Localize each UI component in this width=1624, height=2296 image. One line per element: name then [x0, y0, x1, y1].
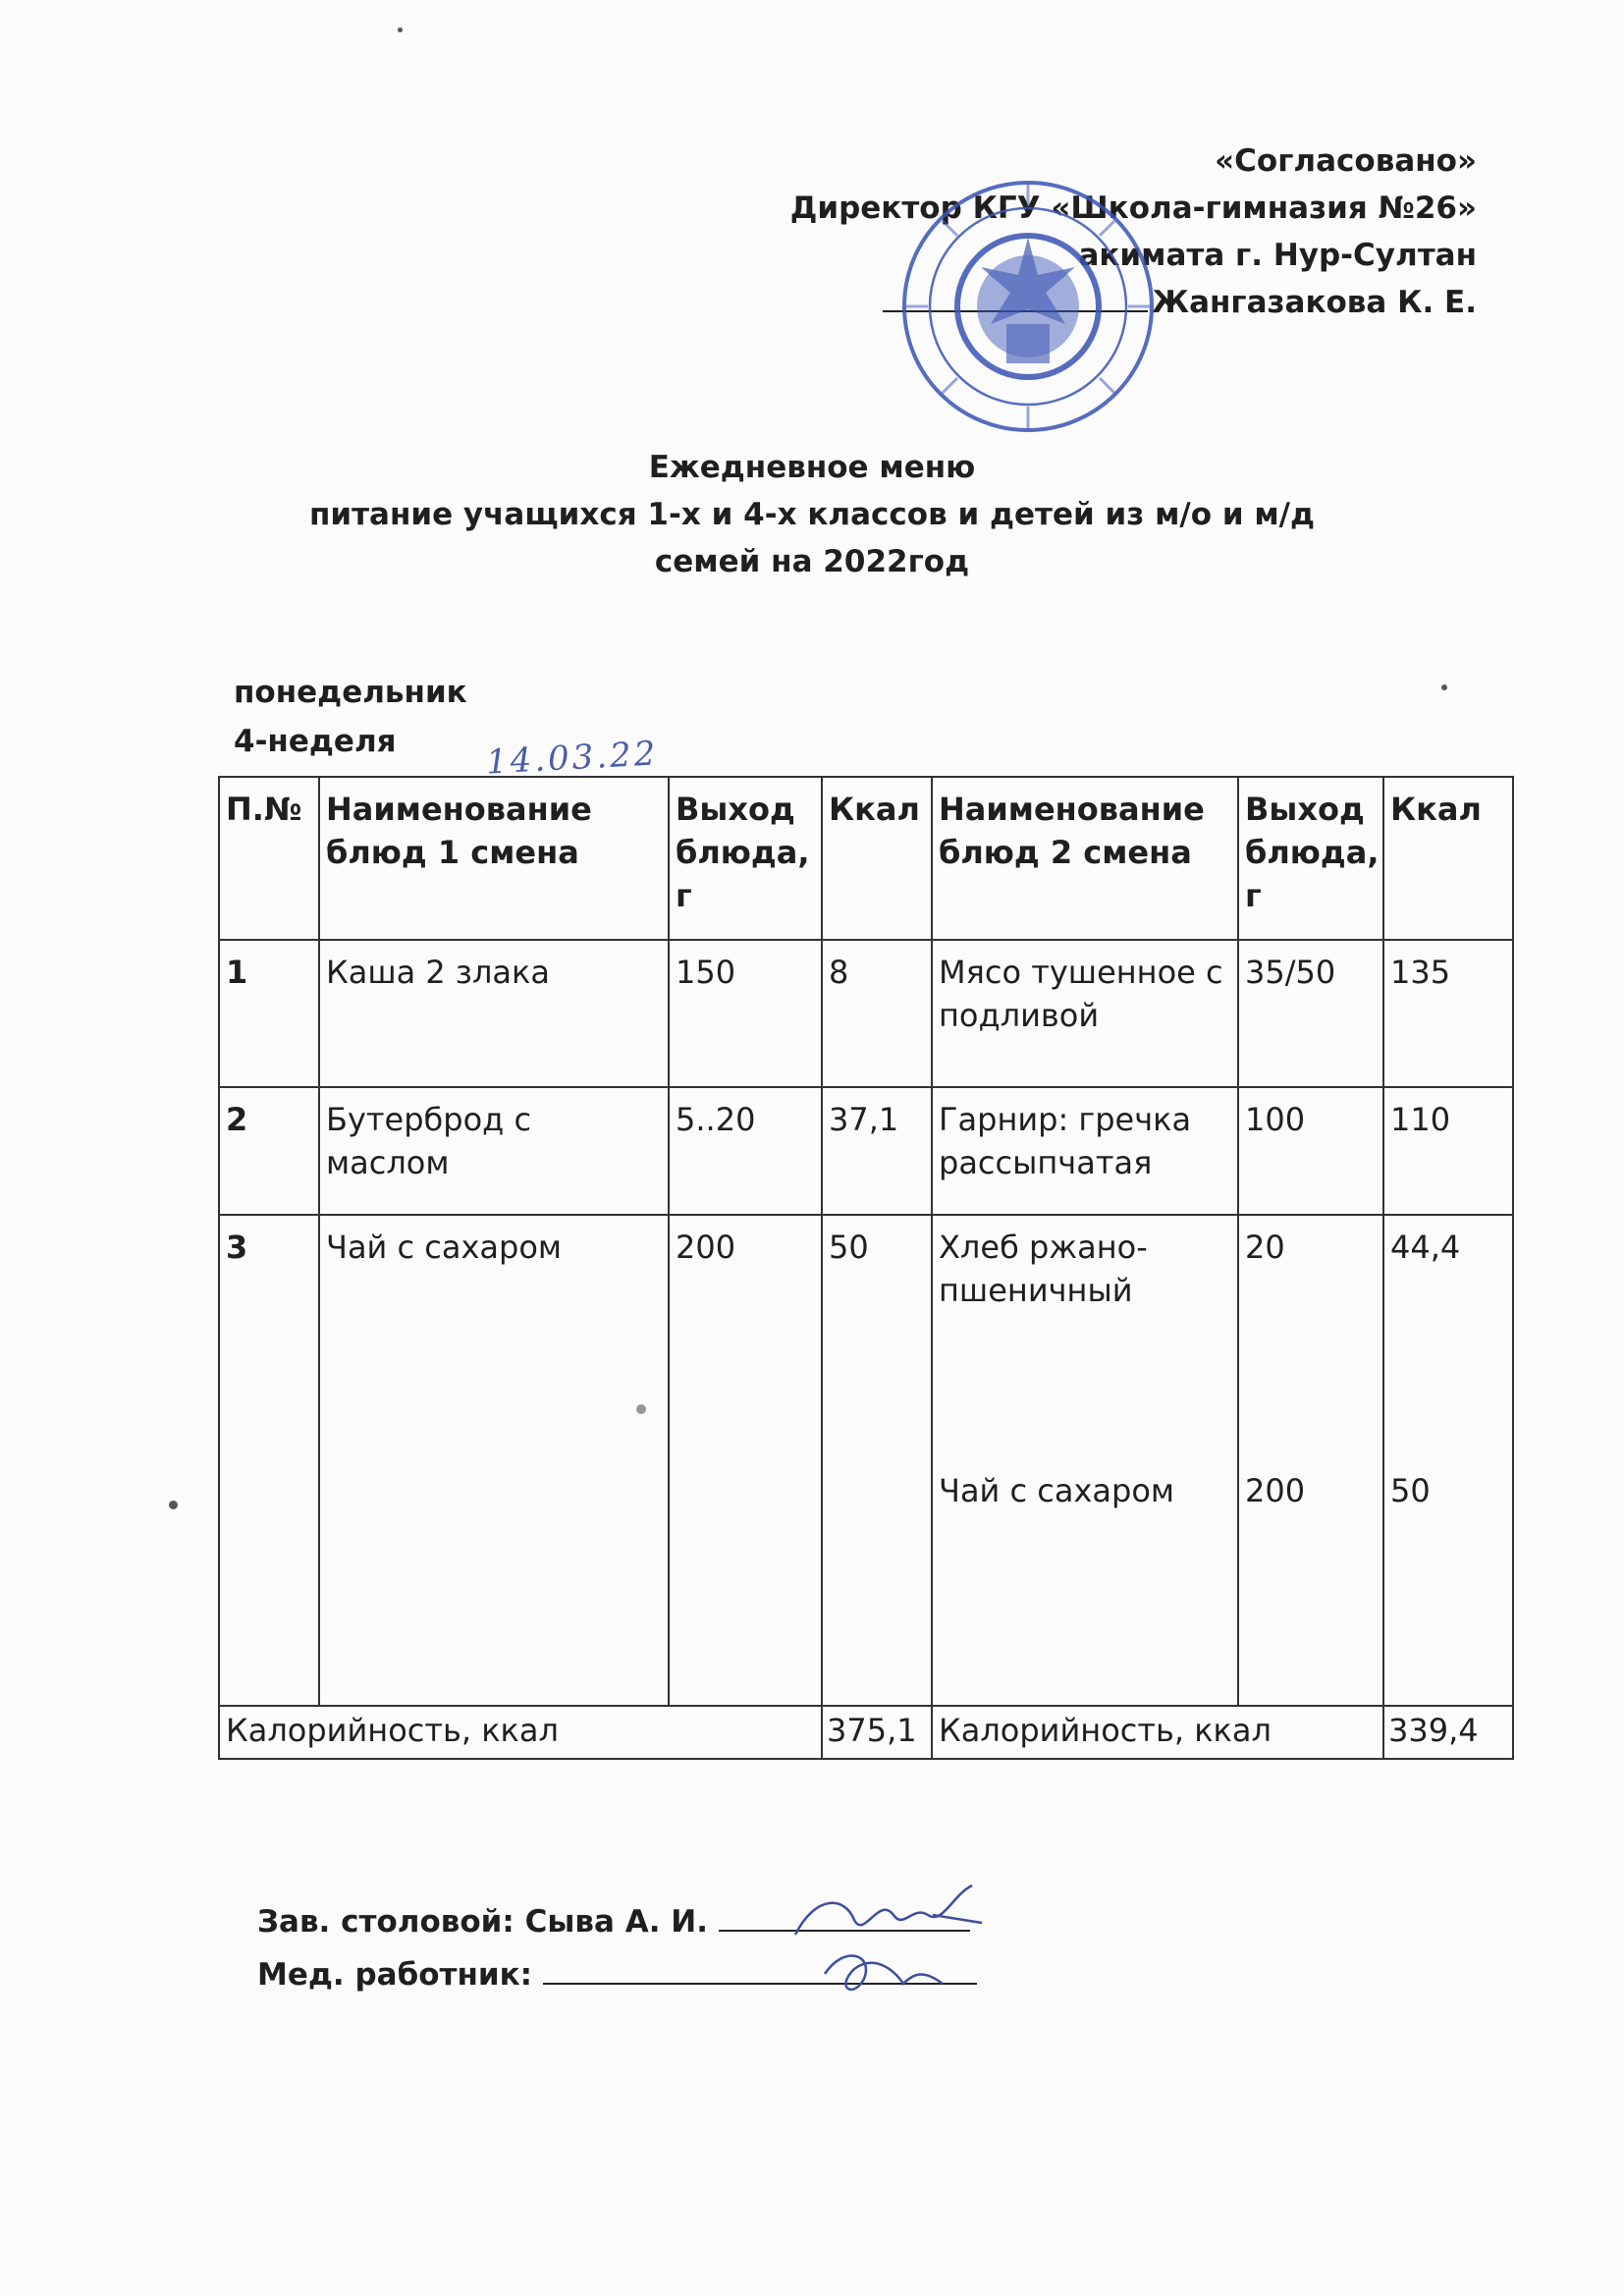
medic-label: Мед. работник: [257, 1957, 533, 1993]
header-dish-shift-1: Наименование блюд 1 смена [319, 777, 669, 940]
table-row [219, 1087, 1513, 1215]
dish-shift-2: Мясо тушенное с подливой [932, 940, 1238, 1087]
title-line-2: питание учащихся 1-х и 4-х классов и детей из м/о и м/д [308, 497, 1316, 532]
kcal-shift-2-cell [1383, 1215, 1513, 1706]
handwritten-signature-icon [785, 1876, 1001, 2003]
output-shift-1: 200 [669, 1215, 822, 1706]
total-label-shift-2: Калорийность, ккал [932, 1706, 1383, 1759]
output-shift-2: 20 [1245, 1229, 1285, 1266]
day-info [234, 668, 467, 766]
scan-speck [1441, 684, 1447, 690]
output-shift-1: 5..20 [669, 1087, 822, 1215]
output-shift-2: 100 [1238, 1087, 1383, 1215]
header-kcal-2: Ккал [1383, 777, 1513, 940]
dish-shift-1: Бутерброд с маслом [319, 1087, 669, 1215]
kcal-shift-2: 44,4 [1390, 1229, 1461, 1266]
output-shift-2-cell [1238, 1215, 1383, 1706]
table-header-row [219, 777, 1513, 940]
total-value-shift-2: 339,4 [1383, 1706, 1513, 1759]
row-number: 3 [219, 1215, 319, 1706]
header-dish-shift-2: Наименование блюд 2 смена [932, 777, 1238, 940]
row-number: 1 [219, 940, 319, 1087]
kcal-shift-1: 37,1 [822, 1087, 932, 1215]
round-seal-icon [898, 177, 1159, 437]
row-number: 2 [219, 1087, 319, 1215]
approval-name: Жангазакова К. Е. [1152, 285, 1477, 320]
output-shift-2: 35/50 [1238, 940, 1383, 1087]
header-output-2: Выход блюда, г [1238, 777, 1383, 940]
scan-speck [398, 27, 403, 32]
title-line-1: Ежедневное меню [648, 450, 976, 485]
table-total-row [219, 1706, 1513, 1759]
approval-director: Директор КГУ «Школа-гимназия №26» [789, 191, 1477, 226]
document-title [0, 444, 1624, 585]
kcal-shift-1: 50 [822, 1215, 932, 1706]
menu-table [218, 776, 1514, 1760]
dish-shift-2: Гарнир: гречка рассыпчатая [932, 1087, 1238, 1215]
dish-shift-2: Хлеб ржано-пшеничный [939, 1229, 1148, 1309]
scan-speck [636, 1404, 646, 1414]
dish-shift-1: Чай с сахаром [319, 1215, 669, 1706]
output-shift-1: 150 [669, 940, 822, 1087]
dish-shift-1: Каша 2 злака [319, 940, 669, 1087]
header-number: П.№ [219, 777, 319, 940]
dish-shift-2-cell [932, 1215, 1238, 1706]
kcal-shift-1: 8 [822, 940, 932, 1087]
kcal-shift-2: 135 [1383, 940, 1513, 1087]
total-label-shift-1: Калорийность, ккал [219, 1706, 822, 1759]
approval-heading: «Согласовано» [1215, 143, 1477, 179]
handwritten-date: 14.03.22 [485, 734, 660, 783]
canteen-head-label: Зав. столовой: Сыва А. И. [257, 1904, 708, 1940]
title-line-3: семей на 2022год [654, 544, 970, 579]
kcal-shift-2-extra: 50 [1390, 1472, 1431, 1509]
header-kcal-1: Ккал [822, 777, 932, 940]
output-shift-2-extra: 200 [1245, 1472, 1306, 1509]
total-value-shift-1: 375,1 [822, 1706, 932, 1759]
weekday: понедельник [234, 675, 467, 710]
table-row [219, 1215, 1513, 1706]
header-output-1: Выход блюда, г [669, 777, 822, 940]
week-number: 4-неделя [234, 724, 397, 759]
dish-shift-2-extra: Чай с сахаром [939, 1472, 1175, 1509]
scan-speck [169, 1501, 178, 1509]
kcal-shift-2: 110 [1383, 1087, 1513, 1215]
table-row [219, 940, 1513, 1087]
approval-akimat: акимата г. Нур-Султан [1078, 238, 1477, 273]
